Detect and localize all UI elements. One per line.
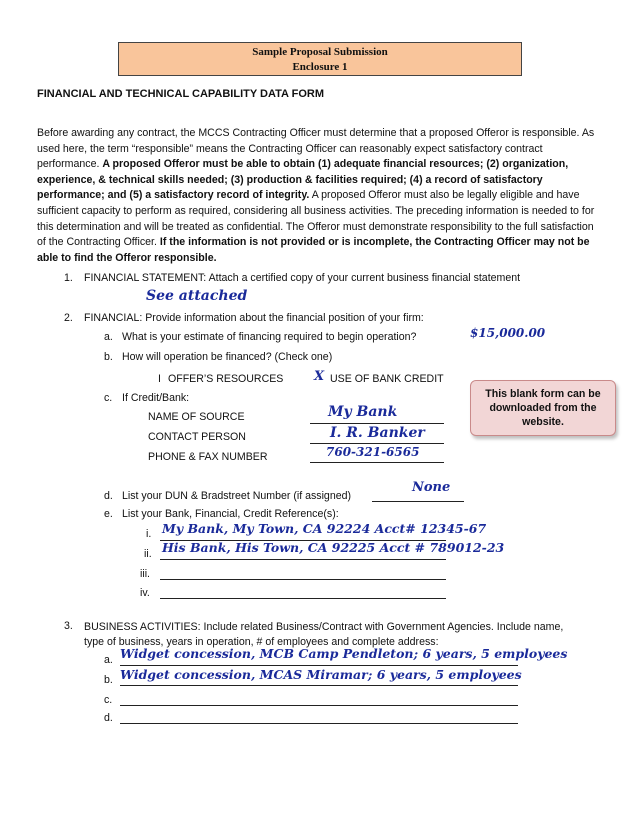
dun-line	[372, 501, 464, 502]
item-3-label: BUSINESS ACTIVITIES: Include related Business/Contract with Government Agencies. Include name, type of business, years in operation, # of employees and complete address:	[84, 621, 564, 648]
dun-answer: None	[412, 480, 451, 495]
enclosure-header	[118, 42, 522, 76]
activity-b-number: b.	[104, 674, 113, 686]
item-2b-number: b.	[104, 351, 113, 363]
activity-a-number: a.	[104, 654, 113, 666]
phone-line	[310, 462, 444, 463]
item-2a-label: What is your estimate of financing required to begin operation?	[122, 331, 417, 343]
financing-estimate-answer: $15,000.00	[470, 326, 546, 340]
ref-iii-number: iii.	[140, 568, 151, 580]
phone-answer: 760-321-6565	[326, 445, 420, 459]
item-2e-number: e.	[104, 508, 113, 520]
ref-i-answer: My Bank, My Town, CA 92224 Acct# 12345-67	[162, 521, 487, 536]
download-callout: This blank form can be downloaded from the website.	[470, 380, 616, 436]
ref-ii-number: ii.	[144, 548, 152, 560]
source-line	[310, 423, 444, 424]
item-2d-label: List your DUN & Bradstreet Number (if assigned)	[122, 490, 352, 502]
item-3-number: 3.	[64, 620, 73, 632]
ref-ii-answer: His Bank, His Town, CA 92225 Acct # 789012-23	[162, 540, 505, 555]
item-1-number: 1.	[64, 272, 73, 284]
intro-bold-2: If the information is not provided or is incomplete, the Contracting Officer may not be able to find the Offeror responsible.	[37, 236, 590, 264]
contact-line	[310, 443, 444, 444]
intro-text-1: Before awarding any contract, the MCCS Contracting Officer must determine that a proposed Offeror is responsible. As used here, the term “responsible” means the Contracting Officer can reasonably expect satisfactory contract performance.	[37, 127, 595, 171]
activity-a-answer: Widget concession, MCB Camp Pendleton; 6 years, 5 employees	[120, 646, 568, 661]
header-line2: Enclosure 1	[292, 61, 348, 73]
activity-d-line	[120, 723, 518, 724]
form-title: FINANCIAL AND TECHNICAL CAPABILITY DATA FORM	[37, 88, 325, 100]
item-2c-label: If Credit/Bank:	[122, 392, 190, 404]
source-answer: My Bank	[328, 404, 398, 420]
activity-a-line	[120, 665, 518, 666]
own-resources-label: OFFER’S RESOURCES	[168, 373, 284, 385]
activity-c-line	[120, 705, 518, 706]
ref-ii-line	[160, 559, 446, 560]
item-1-label: FINANCIAL STATEMENT: Attach a certified copy of your current business financial statement	[84, 272, 521, 284]
activity-c-number: c.	[104, 694, 113, 706]
item-2a-number: a.	[104, 331, 113, 343]
activity-d-number: d.	[104, 712, 113, 724]
item-2-number: 2.	[64, 312, 73, 324]
item-2d-number: d.	[104, 490, 113, 502]
item-2b-label: How will operation be financed? (Check one)	[122, 351, 333, 363]
activity-b-line	[120, 685, 518, 686]
contact-label: CONTACT PERSON	[148, 431, 246, 443]
contact-answer: I. R. Banker	[330, 425, 425, 441]
bank-credit-label: USE OF BANK CREDIT	[330, 373, 444, 385]
intro-text-2: A proposed Offeror must also be legally eligible and have sufficient capacity to perform as required, considering all business activities. The preceding information is needed to for this determination and will be treated as confidential. The Offeror must demonstrate responsibility to the full satisfaction of the Contracting Officer.	[37, 189, 595, 249]
activity-b-answer: Widget concession, MCAS Miramar; 6 years, 5 employees	[120, 667, 522, 682]
financial-statement-answer: See attached	[146, 288, 248, 304]
header-line1: Sample Proposal Submission	[252, 46, 388, 58]
ref-iv-number: iv.	[140, 587, 150, 599]
source-label: NAME OF SOURCE	[148, 411, 245, 423]
intro-paragraph	[37, 126, 603, 266]
item-2e-label: List your Bank, Financial, Credit Reference(s):	[122, 508, 339, 520]
ref-i-number: i.	[146, 528, 152, 540]
item-2-label: FINANCIAL: Provide information about the financial position of your firm:	[84, 312, 424, 324]
ref-iii-line	[160, 579, 446, 580]
bank-credit-checkbox[interactable]: X	[314, 369, 325, 384]
phone-label: PHONE & FAX NUMBER	[148, 451, 268, 463]
ref-iv-line	[160, 598, 446, 599]
own-resources-checkbox[interactable]: I	[158, 373, 161, 385]
intro-bold-1: A proposed Offeror must be able to obtain (1) adequate financial resources; (2) organization, experience, & technical skills needed; (3) production & facilities required; (4) a record of satisfactory performance; and (5) a satisfactory record of integrity.	[37, 158, 569, 202]
item-2c-number: c.	[104, 392, 113, 404]
